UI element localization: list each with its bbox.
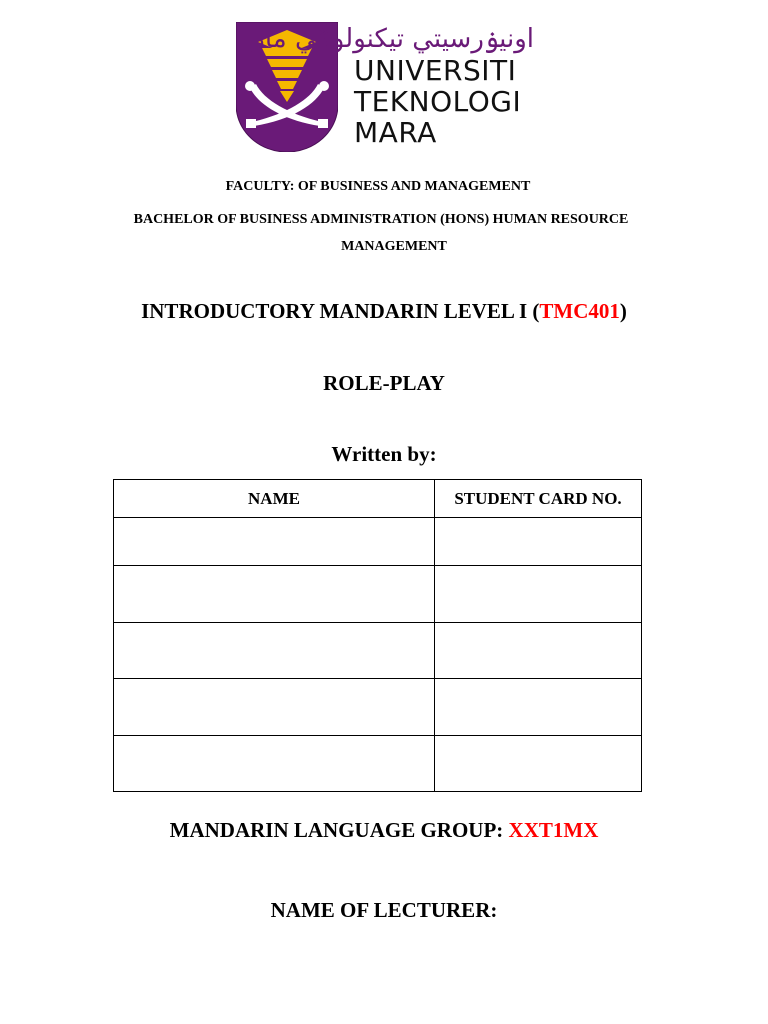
- course-code: TMC401: [539, 299, 620, 323]
- university-name-line-3: MARA: [354, 116, 437, 149]
- university-name: [354, 55, 536, 148]
- student-card-cell: [435, 623, 642, 679]
- language-group-value: XXT1MX: [508, 818, 599, 842]
- student-name-cell: [114, 736, 435, 792]
- table-row: [114, 736, 642, 792]
- student-name-cell: [114, 566, 435, 623]
- name-column-header: NAME: [114, 480, 435, 518]
- student-name-cell: [114, 679, 435, 736]
- student-card-column-header: STUDENT CARD NO.: [435, 480, 642, 518]
- student-card-cell: [435, 736, 642, 792]
- language-group-label: MANDARIN LANGUAGE GROUP:: [169, 818, 509, 842]
- table-row: [114, 566, 642, 623]
- language-group: [0, 818, 768, 843]
- table-row: [114, 679, 642, 736]
- course-title-prefix: INTRODUCTORY MANDARIN LEVEL I (: [141, 299, 540, 323]
- table-row: [114, 623, 642, 679]
- university-logo: [236, 22, 536, 154]
- student-name-cell: [114, 623, 435, 679]
- lecturer-label: NAME OF LECTURER:: [270, 898, 498, 922]
- student-name-cell: [114, 518, 435, 566]
- university-name-line-2: TEKNOLOGI: [354, 85, 522, 118]
- university-name-line-1: UNIVERSITI: [354, 54, 517, 87]
- programme-heading-line-2: MANAGEMENT: [341, 239, 447, 254]
- faculty-heading: FACULTY: OF BUSINESS AND MANAGEMENT: [225, 179, 531, 194]
- student-card-cell: [435, 566, 642, 623]
- course-title: [0, 299, 768, 324]
- table-row: [114, 518, 642, 566]
- course-title-suffix: ): [619, 299, 627, 323]
- students-table-header-row: [114, 480, 642, 518]
- assignment-title: ROLE-PLAY: [323, 371, 445, 395]
- university-jawi-name: اونيۏرسيتي تيكنولوݢي مارا: [245, 24, 534, 54]
- programme-heading-line-1: BACHELOR OF BUSINESS ADMINISTRATION (HONS) HUMAN RESOURCE: [133, 212, 629, 227]
- student-card-cell: [435, 518, 642, 566]
- students-table: [113, 479, 642, 792]
- student-card-cell: [435, 679, 642, 736]
- written-by-label: Written by:: [331, 442, 437, 466]
